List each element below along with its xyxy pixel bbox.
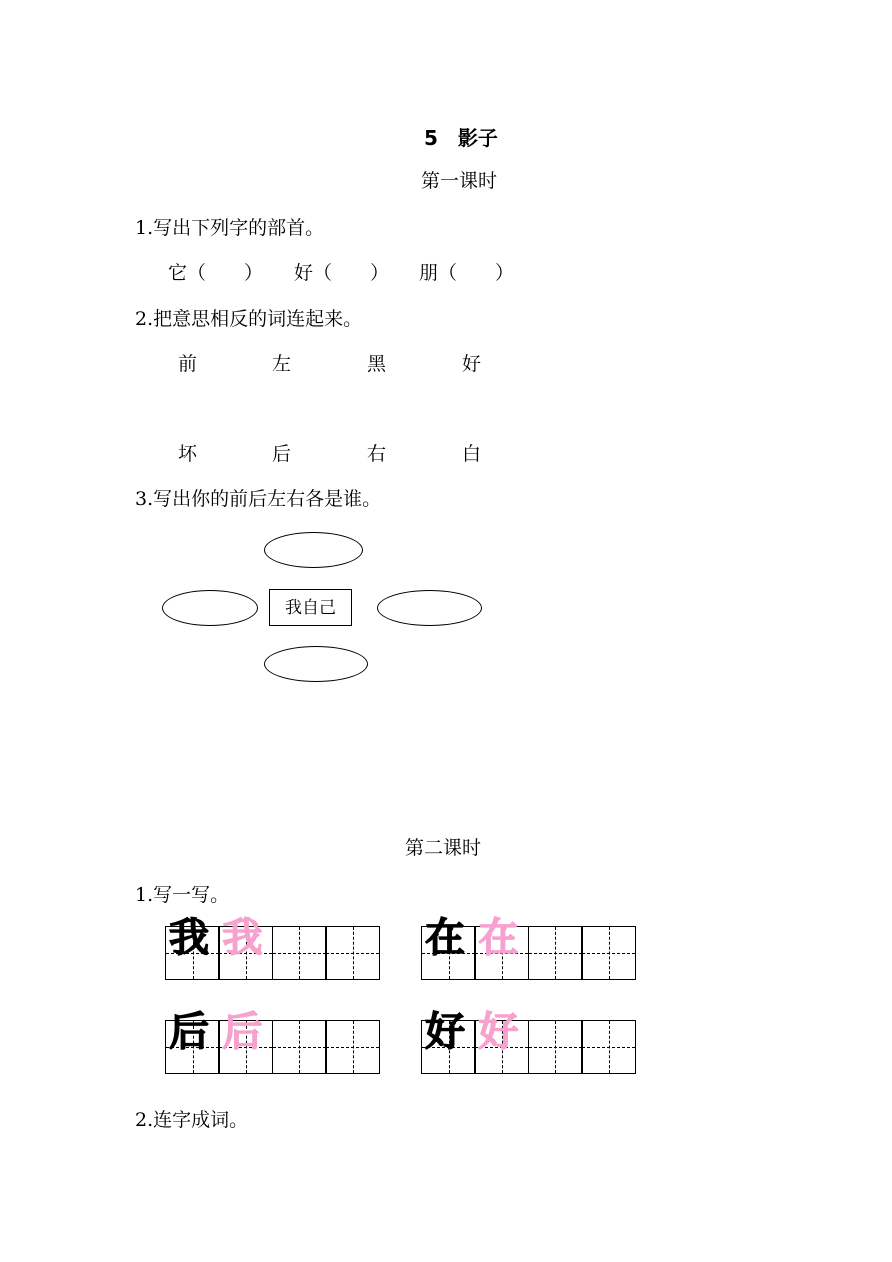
match-word-bottom[interactable]: 右 <box>367 443 387 465</box>
match-word-top[interactable]: 左 <box>272 353 292 375</box>
writing-cell[interactable] <box>528 926 583 980</box>
writing-grid-row <box>165 1009 380 1074</box>
writing-cell[interactable] <box>272 926 327 980</box>
self-box: 我自己 <box>269 589 352 626</box>
match-word-bottom[interactable]: 后 <box>272 443 292 465</box>
answer-oval-back[interactable] <box>264 646 368 682</box>
writing-cell[interactable] <box>325 926 380 980</box>
writing-grid-row <box>165 915 380 980</box>
trace-character: 后 <box>222 1009 263 1055</box>
writing-cell <box>165 1009 220 1074</box>
match-word-top[interactable]: 前 <box>178 353 198 375</box>
writing-cell <box>165 915 220 980</box>
question-3-prompt: 3.写出你的前后左右各是谁。 <box>135 488 382 510</box>
match-word-bottom[interactable]: 白 <box>462 443 482 465</box>
lesson-title: 5 影子 <box>424 126 498 150</box>
writing-cell <box>218 915 273 980</box>
question-2b-prompt: 2.连字成词。 <box>135 1109 249 1131</box>
question-1b-prompt: 1.写一写。 <box>135 884 230 906</box>
radical-item: 它（ ） <box>168 262 264 284</box>
match-word-top[interactable]: 好 <box>462 353 482 375</box>
section-title-second-lesson: 第二课时 <box>405 837 482 859</box>
trace-character: 好 <box>478 1009 519 1055</box>
radical-item: 好（ ） <box>294 262 390 284</box>
writing-cell[interactable] <box>325 1020 380 1074</box>
trace-character: 我 <box>222 915 263 961</box>
answer-oval-right[interactable] <box>377 590 482 626</box>
radical-item: 朋（ ） <box>419 262 515 284</box>
writing-grid-row <box>421 1009 636 1074</box>
writing-grid-row <box>421 915 636 980</box>
writing-cell[interactable] <box>581 926 636 980</box>
writing-cell <box>421 1009 476 1074</box>
model-character: 我 <box>169 915 209 961</box>
answer-oval-front[interactable] <box>264 532 363 568</box>
writing-cell[interactable] <box>272 1020 327 1074</box>
writing-cell[interactable] <box>581 1020 636 1074</box>
writing-cell <box>474 915 529 980</box>
writing-cell <box>218 1009 273 1074</box>
model-character: 好 <box>425 1009 465 1055</box>
answer-oval-left[interactable] <box>162 590 258 626</box>
writing-cell <box>474 1009 529 1074</box>
trace-character: 在 <box>478 915 519 961</box>
question-2-prompt: 2.把意思相反的词连起来。 <box>135 308 363 330</box>
match-word-top[interactable]: 黑 <box>367 353 387 375</box>
writing-cell[interactable] <box>528 1020 583 1074</box>
match-word-bottom[interactable]: 坏 <box>178 443 198 465</box>
section-title-first-lesson: 第一课时 <box>421 170 498 192</box>
model-character: 后 <box>169 1009 209 1055</box>
question-1-prompt: 1.写出下列字的部首。 <box>135 217 325 239</box>
writing-cell <box>421 915 476 980</box>
model-character: 在 <box>425 915 465 961</box>
